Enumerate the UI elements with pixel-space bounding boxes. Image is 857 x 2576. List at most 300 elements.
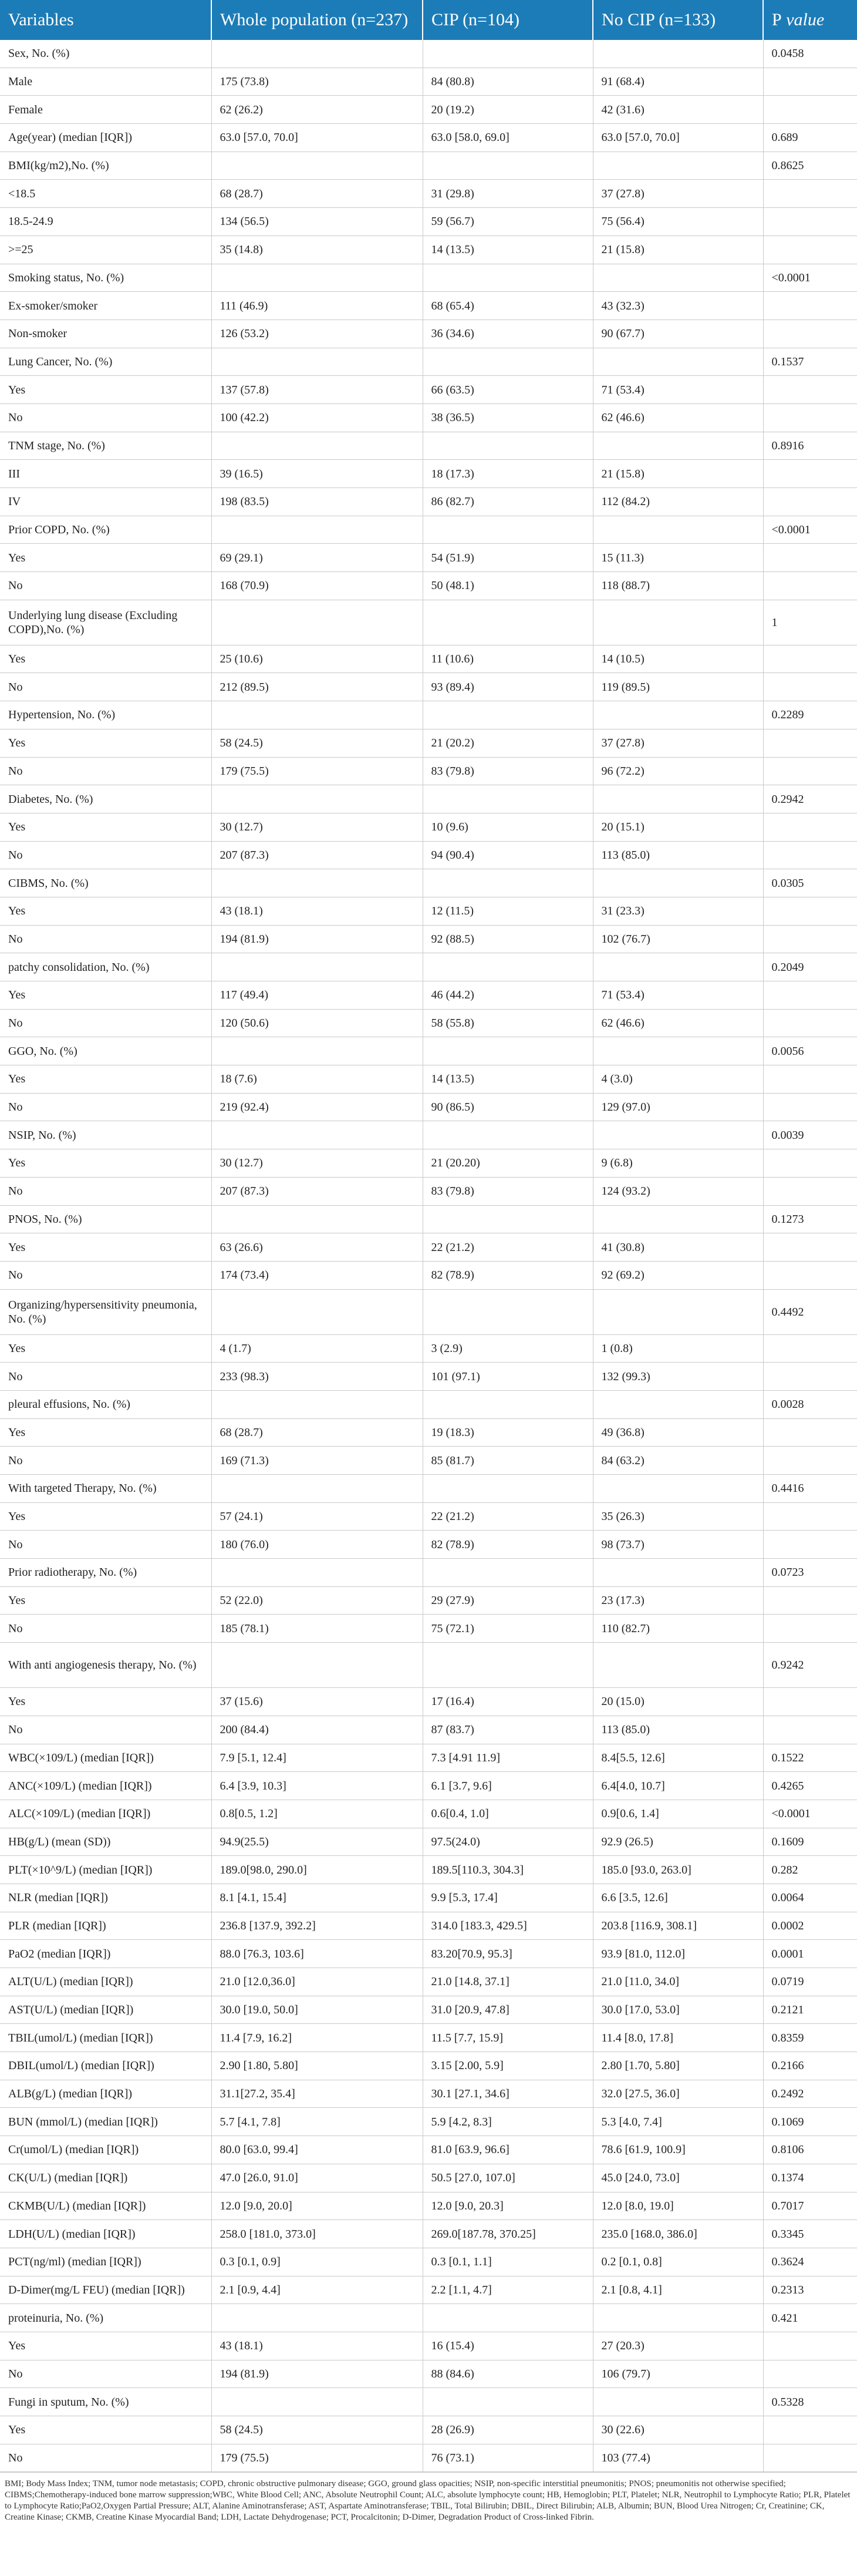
cell-cip: 88 (84.6) xyxy=(423,2360,593,2388)
cell-whole-population: 68 (28.7) xyxy=(211,1418,423,1447)
cell-variable: patchy consolidation, No. (%) xyxy=(0,953,211,981)
cell-no-cip xyxy=(593,701,763,729)
cell-cip: 22 (21.2) xyxy=(423,1502,593,1531)
cell-whole-population: 0.8[0.5, 1.2] xyxy=(211,1800,423,1828)
cell-cip: 18 (17.3) xyxy=(423,460,593,488)
cell-variable: Yes xyxy=(0,1233,211,1262)
table-row xyxy=(0,96,857,124)
cell-whole-population: 30.0 [19.0, 50.0] xyxy=(211,1996,423,2024)
cell-p-value xyxy=(763,1177,857,1205)
cell-variable: Yes xyxy=(0,2332,211,2360)
cell-variable: With anti angiogenesis therapy, No. (%) xyxy=(0,1643,211,1688)
cell-whole-population: 236.8 [137.9, 392.2] xyxy=(211,1912,423,1940)
cell-variable: PNOS, No. (%) xyxy=(0,1205,211,1233)
cell-whole-population xyxy=(211,432,423,460)
cell-whole-population: 31.1[27.2, 35.4] xyxy=(211,2080,423,2108)
cell-p-value xyxy=(763,403,857,432)
cell-whole-population: 233 (98.3) xyxy=(211,1363,423,1391)
cell-no-cip: 106 (79.7) xyxy=(593,2360,763,2388)
cell-whole-population: 18 (7.6) xyxy=(211,1065,423,1094)
cell-p-value xyxy=(763,1716,857,1744)
table-row xyxy=(0,208,857,236)
cell-no-cip: 20 (15.1) xyxy=(593,813,763,841)
cell-cip: 92 (88.5) xyxy=(423,925,593,953)
cell-no-cip xyxy=(593,869,763,897)
cell-p-value: 0.2313 xyxy=(763,2276,857,2304)
cell-p-value xyxy=(763,1688,857,1716)
table-row xyxy=(0,292,857,320)
cell-whole-population: 198 (83.5) xyxy=(211,488,423,516)
cell-variable: Prior radiotherapy, No. (%) xyxy=(0,1559,211,1587)
cell-p-value: 0.5328 xyxy=(763,2388,857,2416)
cell-no-cip: 71 (53.4) xyxy=(593,981,763,1010)
table-row xyxy=(0,403,857,432)
cell-variable: DBIL(umol/L) (median [IQR]) xyxy=(0,2052,211,2080)
cell-no-cip: 30 (22.6) xyxy=(593,2416,763,2444)
cell-variable: Lung Cancer, No. (%) xyxy=(0,348,211,376)
cell-no-cip: 132 (99.3) xyxy=(593,1363,763,1391)
table-row xyxy=(0,376,857,404)
cell-variable: Ex-smoker/smoker xyxy=(0,292,211,320)
cell-whole-population: 88.0 [76.3, 103.6] xyxy=(211,1940,423,1968)
cell-whole-population: 47.0 [26.0, 91.0] xyxy=(211,2164,423,2192)
cell-no-cip: 124 (93.2) xyxy=(593,1177,763,1205)
cell-no-cip: 41 (30.8) xyxy=(593,1233,763,1262)
cell-whole-population: 12.0 [9.0, 20.0] xyxy=(211,2192,423,2220)
cell-p-value xyxy=(763,2332,857,2360)
cell-variable: Fungi in sputum, No. (%) xyxy=(0,2388,211,2416)
cell-cip: 14 (13.5) xyxy=(423,1065,593,1094)
cell-p-value: 0.0002 xyxy=(763,1912,857,1940)
cell-whole-population xyxy=(211,2304,423,2332)
cell-whole-population: 11.4 [7.9, 16.2] xyxy=(211,2024,423,2052)
cell-whole-population: 57 (24.1) xyxy=(211,1502,423,1531)
cell-cip: 94 (90.4) xyxy=(423,841,593,869)
cell-p-value xyxy=(763,2444,857,2472)
table-row xyxy=(0,1856,857,1884)
cell-cip xyxy=(423,1559,593,1587)
table-row xyxy=(0,757,857,785)
cell-p-value: <0.0001 xyxy=(763,264,857,292)
cell-variable: No xyxy=(0,572,211,600)
cell-variable: BUN (mmol/L) (median [IQR]) xyxy=(0,2108,211,2136)
cell-cip xyxy=(423,869,593,897)
table-row xyxy=(0,2416,857,2444)
table-row xyxy=(0,40,857,68)
cell-whole-population: 194 (81.9) xyxy=(211,2360,423,2388)
cell-variable: LDH(U/L) (median [IQR]) xyxy=(0,2220,211,2248)
table-row xyxy=(0,1390,857,1418)
cell-p-value xyxy=(763,645,857,673)
cell-cip: 90 (86.5) xyxy=(423,1093,593,1121)
table-row xyxy=(0,1502,857,1531)
cell-p-value xyxy=(763,1531,857,1559)
table-row xyxy=(0,673,857,701)
cell-variable: PLT(×10^9/L) (median [IQR]) xyxy=(0,1856,211,1884)
cell-p-value xyxy=(763,180,857,208)
cell-variable: No xyxy=(0,1363,211,1391)
cell-cip xyxy=(423,1643,593,1688)
cell-whole-population: 43 (18.1) xyxy=(211,897,423,925)
cell-no-cip xyxy=(593,1643,763,1688)
cell-cip: 16 (15.4) xyxy=(423,2332,593,2360)
table-row xyxy=(0,432,857,460)
cell-p-value: 0.4265 xyxy=(763,1772,857,1800)
cell-p-value xyxy=(763,1009,857,1037)
cell-whole-population: 126 (53.2) xyxy=(211,320,423,348)
cell-variable: Yes xyxy=(0,981,211,1010)
cell-variable: Yes xyxy=(0,645,211,673)
cell-variable: ALC(×109/L) (median [IQR]) xyxy=(0,1800,211,1828)
table-row xyxy=(0,925,857,953)
cell-cip: 3 (2.9) xyxy=(423,1334,593,1363)
cell-variable: Yes xyxy=(0,2416,211,2444)
cell-variable: Non-smoker xyxy=(0,320,211,348)
cell-variable: proteinuria, No. (%) xyxy=(0,2304,211,2332)
table-row xyxy=(0,1828,857,1856)
table-row xyxy=(0,1772,857,1800)
cell-p-value: 0.4492 xyxy=(763,1289,857,1334)
cell-cip: 97.5(24.0) xyxy=(423,1828,593,1856)
cell-variable: CIBMS, No. (%) xyxy=(0,869,211,897)
cell-no-cip: 14 (10.5) xyxy=(593,645,763,673)
cell-p-value xyxy=(763,1502,857,1531)
cell-whole-population: 62 (26.2) xyxy=(211,96,423,124)
cell-no-cip xyxy=(593,1037,763,1065)
table-row xyxy=(0,2108,857,2136)
cell-whole-population: 175 (73.8) xyxy=(211,68,423,96)
cell-cip: 30.1 [27.1, 34.6] xyxy=(423,2080,593,2108)
cell-variable: No xyxy=(0,1716,211,1744)
cell-whole-population: 120 (50.6) xyxy=(211,1009,423,1037)
table-row xyxy=(0,124,857,152)
table-row xyxy=(0,2220,857,2248)
cell-variable: No xyxy=(0,673,211,701)
cell-whole-population: 180 (76.0) xyxy=(211,1531,423,1559)
header-p-value xyxy=(763,0,857,40)
table-row xyxy=(0,236,857,264)
cell-no-cip: 43 (32.3) xyxy=(593,292,763,320)
cell-no-cip: 118 (88.7) xyxy=(593,572,763,600)
cell-p-value xyxy=(763,460,857,488)
cell-cip xyxy=(423,40,593,68)
table-row xyxy=(0,1586,857,1615)
cell-cip: 28 (26.9) xyxy=(423,2416,593,2444)
cell-p-value xyxy=(763,1149,857,1178)
cell-whole-population: 117 (49.4) xyxy=(211,981,423,1010)
cell-whole-population: 37 (15.6) xyxy=(211,1688,423,1716)
cell-p-value xyxy=(763,1065,857,1094)
cell-no-cip xyxy=(593,1559,763,1587)
cell-p-value: 0.1522 xyxy=(763,1744,857,1772)
cell-cip: 14 (13.5) xyxy=(423,236,593,264)
cell-whole-population: 58 (24.5) xyxy=(211,2416,423,2444)
cell-whole-population: 52 (22.0) xyxy=(211,1586,423,1615)
cell-variable: 18.5-24.9 xyxy=(0,208,211,236)
cell-p-value xyxy=(763,981,857,1010)
cell-variable: No xyxy=(0,757,211,785)
cell-p-value: 0.8916 xyxy=(763,432,857,460)
cell-p-value: 0.2942 xyxy=(763,785,857,813)
cell-whole-population: 168 (70.9) xyxy=(211,572,423,600)
cell-whole-population xyxy=(211,785,423,813)
cell-cip xyxy=(423,2304,593,2332)
cell-whole-population: 179 (75.5) xyxy=(211,757,423,785)
cell-p-value xyxy=(763,2360,857,2388)
table-row xyxy=(0,2332,857,2360)
table-row xyxy=(0,1884,857,1912)
cell-variable: NLR (median [IQR]) xyxy=(0,1884,211,1912)
cell-no-cip: 35 (26.3) xyxy=(593,1502,763,1531)
cell-cip: 83 (79.8) xyxy=(423,757,593,785)
cell-no-cip: 110 (82.7) xyxy=(593,1615,763,1643)
table-row xyxy=(0,1744,857,1772)
cell-whole-population xyxy=(211,1037,423,1065)
cell-whole-population: 8.1 [4.1, 15.4] xyxy=(211,1884,423,1912)
table-row xyxy=(0,869,857,897)
cell-p-value xyxy=(763,488,857,516)
cell-cip: 314.0 [183.3, 429.5] xyxy=(423,1912,593,1940)
cell-variable: GGO, No. (%) xyxy=(0,1037,211,1065)
cell-cip: 75 (72.1) xyxy=(423,1615,593,1643)
table-row xyxy=(0,1205,857,1233)
cell-no-cip: 1 (0.8) xyxy=(593,1334,763,1363)
cell-no-cip: 49 (36.8) xyxy=(593,1418,763,1447)
cell-cip xyxy=(423,2388,593,2416)
cell-cip: 11.5 [7.7, 15.9] xyxy=(423,2024,593,2052)
cell-cip: 58 (55.8) xyxy=(423,1009,593,1037)
cell-p-value xyxy=(763,729,857,757)
cell-no-cip xyxy=(593,432,763,460)
cell-cip: 93 (89.4) xyxy=(423,673,593,701)
table-row xyxy=(0,813,857,841)
table-header xyxy=(0,0,857,40)
cell-whole-population: 174 (73.4) xyxy=(211,1261,423,1289)
cell-no-cip: 30.0 [17.0, 53.0] xyxy=(593,1996,763,2024)
table-row xyxy=(0,1334,857,1363)
cell-p-value: 0.1537 xyxy=(763,348,857,376)
cell-variable: Yes xyxy=(0,1334,211,1363)
cell-variable: No xyxy=(0,1447,211,1475)
table-row xyxy=(0,1233,857,1262)
cell-whole-population: 63 (26.6) xyxy=(211,1233,423,1262)
cell-cip xyxy=(423,1475,593,1503)
cell-p-value: 0.8625 xyxy=(763,152,857,180)
cell-no-cip xyxy=(593,1289,763,1334)
cell-whole-population: 30 (12.7) xyxy=(211,1149,423,1178)
cell-p-value xyxy=(763,757,857,785)
cell-cip: 9.9 [5.3, 17.4] xyxy=(423,1884,593,1912)
cell-cip xyxy=(423,1205,593,1233)
cell-cip: 83 (79.8) xyxy=(423,1177,593,1205)
table-row xyxy=(0,1912,857,1940)
cell-whole-population: 63.0 [57.0, 70.0] xyxy=(211,124,423,152)
cell-no-cip xyxy=(593,1475,763,1503)
table-row xyxy=(0,1037,857,1065)
table-row xyxy=(0,1559,857,1587)
table-row xyxy=(0,897,857,925)
cell-variable: D-Dimer(mg/L FEU) (median [IQR]) xyxy=(0,2276,211,2304)
cell-p-value xyxy=(763,813,857,841)
cell-p-value: 0.0305 xyxy=(763,869,857,897)
table-row xyxy=(0,2192,857,2220)
cell-cip: 50 (48.1) xyxy=(423,572,593,600)
cell-p-value: 0.1273 xyxy=(763,1205,857,1233)
cell-no-cip xyxy=(593,953,763,981)
table-row xyxy=(0,2136,857,2164)
cell-cip xyxy=(423,1390,593,1418)
cell-whole-population: 80.0 [63.0, 99.4] xyxy=(211,2136,423,2164)
table-row xyxy=(0,2024,857,2052)
cell-no-cip: 8.4[5.5, 12.6] xyxy=(593,1744,763,1772)
table-row xyxy=(0,348,857,376)
table-row xyxy=(0,1065,857,1094)
cell-variable: No xyxy=(0,925,211,953)
cell-no-cip: 93.9 [81.0, 112.0] xyxy=(593,1940,763,1968)
cell-variable: Yes xyxy=(0,1502,211,1531)
cell-variable: Female xyxy=(0,96,211,124)
cell-variable: ALB(g/L) (median [IQR]) xyxy=(0,2080,211,2108)
cell-whole-population: 39 (16.5) xyxy=(211,460,423,488)
cell-p-value: 0.0458 xyxy=(763,40,857,68)
header-whole-population: Whole population (n=237) xyxy=(211,0,423,40)
cell-p-value: 0.2492 xyxy=(763,2080,857,2108)
cell-whole-population xyxy=(211,600,423,645)
cell-p-value xyxy=(763,208,857,236)
cell-cip xyxy=(423,432,593,460)
cell-p-value: 0.7017 xyxy=(763,2192,857,2220)
cell-variable: HB(g/L) (mean (SD)) xyxy=(0,1828,211,1856)
cell-no-cip: 6.4[4.0, 10.7] xyxy=(593,1772,763,1800)
cell-p-value: <0.0001 xyxy=(763,1800,857,1828)
cell-no-cip: 203.8 [116.9, 308.1] xyxy=(593,1912,763,1940)
cell-whole-population xyxy=(211,1475,423,1503)
table-row xyxy=(0,1475,857,1503)
table-row xyxy=(0,1261,857,1289)
cell-no-cip: 62 (46.6) xyxy=(593,403,763,432)
table-row xyxy=(0,180,857,208)
table-row xyxy=(0,488,857,516)
cell-variable: With targeted Therapy, No. (%) xyxy=(0,1475,211,1503)
cell-whole-population: 258.0 [181.0, 373.0] xyxy=(211,2220,423,2248)
cell-p-value xyxy=(763,2416,857,2444)
cell-variable: Yes xyxy=(0,376,211,404)
table-row xyxy=(0,2360,857,2388)
cell-p-value xyxy=(763,376,857,404)
cell-p-value xyxy=(763,68,857,96)
cell-no-cip: 119 (89.5) xyxy=(593,673,763,701)
cell-no-cip: 11.4 [8.0, 17.8] xyxy=(593,2024,763,2052)
cell-variable: Yes xyxy=(0,1688,211,1716)
cell-cip: 63.0 [58.0, 69.0] xyxy=(423,124,593,152)
cell-no-cip: 71 (53.4) xyxy=(593,376,763,404)
cell-p-value: 0.9242 xyxy=(763,1643,857,1688)
cell-whole-population: 58 (24.5) xyxy=(211,729,423,757)
cell-p-value xyxy=(763,1334,857,1363)
cell-variable: No xyxy=(0,403,211,432)
cell-variable: NSIP, No. (%) xyxy=(0,1121,211,1149)
header-p-word: value xyxy=(781,10,825,29)
cell-whole-population xyxy=(211,516,423,544)
cell-cip: 21 (20.20) xyxy=(423,1149,593,1178)
table-body xyxy=(0,40,857,2472)
table-row xyxy=(0,729,857,757)
cell-p-value: 0.2121 xyxy=(763,1996,857,2024)
table-row xyxy=(0,1531,857,1559)
table-row xyxy=(0,544,857,572)
table-row xyxy=(0,1177,857,1205)
cell-no-cip xyxy=(593,1205,763,1233)
cell-whole-population: 35 (14.8) xyxy=(211,236,423,264)
cell-whole-population: 100 (42.2) xyxy=(211,403,423,432)
table-row xyxy=(0,1447,857,1475)
table-row xyxy=(0,981,857,1010)
cell-no-cip xyxy=(593,2388,763,2416)
cell-cip: 10 (9.6) xyxy=(423,813,593,841)
cell-whole-population: 0.3 [0.1, 0.9] xyxy=(211,2248,423,2276)
cell-cip xyxy=(423,516,593,544)
cell-p-value xyxy=(763,1363,857,1391)
cell-whole-population: 4 (1.7) xyxy=(211,1334,423,1363)
cell-p-value xyxy=(763,1418,857,1447)
cell-whole-population: 43 (18.1) xyxy=(211,2332,423,2360)
cell-no-cip: 185.0 [93.0, 263.0] xyxy=(593,1856,763,1884)
cell-no-cip: 45.0 [24.0, 73.0] xyxy=(593,2164,763,2192)
cell-variable: Yes xyxy=(0,544,211,572)
cell-variable: Underlying lung disease (Excluding COPD),No. (%) xyxy=(0,600,211,645)
cell-no-cip xyxy=(593,40,763,68)
cell-whole-population xyxy=(211,1121,423,1149)
cell-variable: No xyxy=(0,2444,211,2472)
cell-cip: 54 (51.9) xyxy=(423,544,593,572)
cell-cip: 2.2 [1.1, 4.7] xyxy=(423,2276,593,2304)
cell-variable: No xyxy=(0,1177,211,1205)
cell-p-value xyxy=(763,925,857,953)
cell-variable: No xyxy=(0,1261,211,1289)
cell-variable: Male xyxy=(0,68,211,96)
cell-p-value xyxy=(763,1615,857,1643)
cell-p-value: <0.0001 xyxy=(763,516,857,544)
table-row xyxy=(0,701,857,729)
cell-cip xyxy=(423,1289,593,1334)
cell-whole-population xyxy=(211,953,423,981)
cell-cip: 21.0 [14.8, 37.1] xyxy=(423,1968,593,1996)
cell-no-cip: 2.1 [0.8, 4.1] xyxy=(593,2276,763,2304)
cell-variable: >=25 xyxy=(0,236,211,264)
cell-variable: No xyxy=(0,1009,211,1037)
cell-no-cip: 0.9[0.6, 1.4] xyxy=(593,1800,763,1828)
cell-cip: 87 (83.7) xyxy=(423,1716,593,1744)
cell-cip: 46 (44.2) xyxy=(423,981,593,1010)
cell-p-value xyxy=(763,96,857,124)
header-p-letter: P xyxy=(772,10,782,29)
table-row xyxy=(0,460,857,488)
cell-p-value: 1 xyxy=(763,600,857,645)
cell-whole-population: 207 (87.3) xyxy=(211,1177,423,1205)
table-row xyxy=(0,572,857,600)
cell-cip: 11 (10.6) xyxy=(423,645,593,673)
table-row xyxy=(0,320,857,348)
cell-variable: PLR (median [IQR]) xyxy=(0,1912,211,1940)
cell-cip: 38 (36.5) xyxy=(423,403,593,432)
table-row xyxy=(0,2276,857,2304)
table-row xyxy=(0,2304,857,2332)
cell-cip: 3.15 [2.00, 5.9] xyxy=(423,2052,593,2080)
cell-p-value: 0.0064 xyxy=(763,1884,857,1912)
cell-cip xyxy=(423,1037,593,1065)
cell-whole-population xyxy=(211,2388,423,2416)
cell-p-value: 0.282 xyxy=(763,1856,857,1884)
